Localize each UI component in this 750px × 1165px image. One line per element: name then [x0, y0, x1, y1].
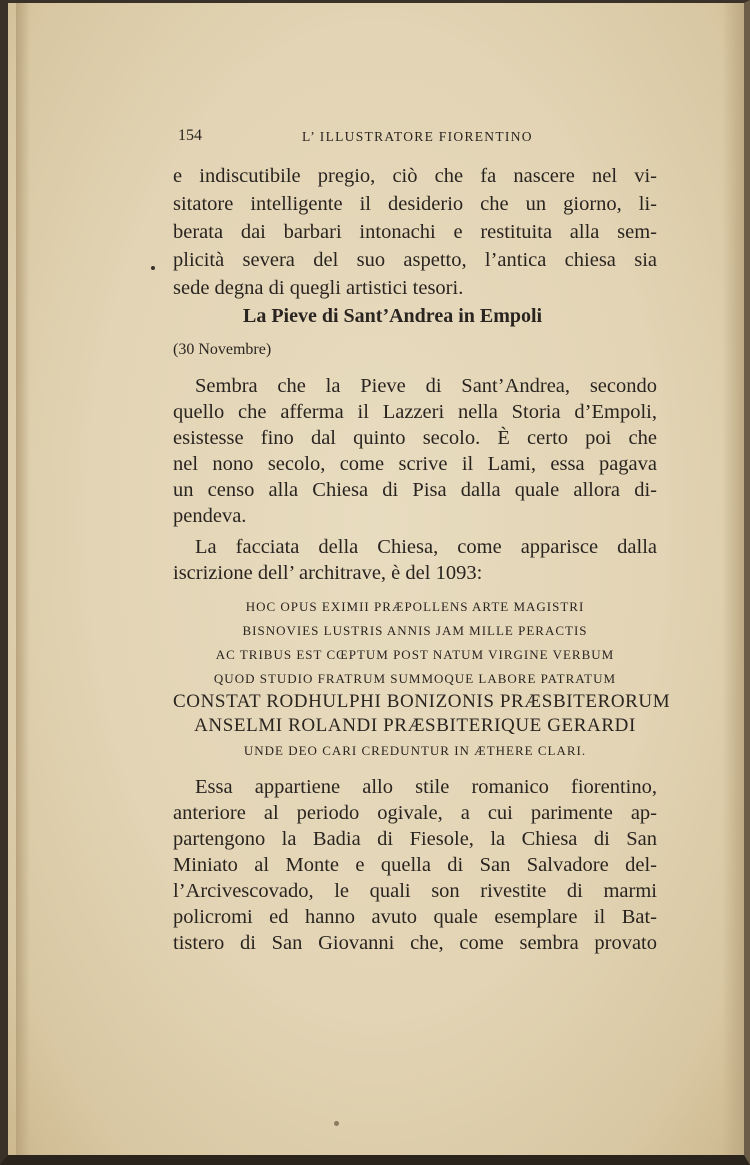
ink-speck	[334, 1121, 339, 1126]
inscription-line: CONSTAT RODHULPHI BONIZONIS PRÆSBITERORUM	[173, 691, 671, 712]
page-edge-shadow	[722, 3, 744, 1155]
text-line: Miniato al Monte e quella di San Salvadore del-	[173, 854, 657, 876]
text-line: berata dai barbari intonachi e restituita alla sem-	[173, 221, 657, 243]
text-line: anteriore al periodo ogivale, a cui parimente ap-	[173, 802, 657, 824]
text-line: esistesse fino dal quinto secolo. È certo poi che	[173, 427, 657, 449]
text-line: nel nono secolo, come scrive il Lami, essa pagava	[173, 453, 657, 475]
running-title: L’ ILLUSTRATORE FIORENTINO	[302, 129, 533, 144]
text-line: Essa appartiene allo stile romanico fiorentino,	[195, 776, 657, 798]
inscription-line: HOC OPUS EXIMII PRÆPOLLENS ARTE MAGISTRI	[245, 599, 585, 614]
text-line: Sembra che la Pieve di Sant’Andrea, secondo	[195, 375, 657, 397]
text-line: sitatore intelligente il desiderio che un giorno, li-	[173, 193, 657, 215]
section-date: (30 Novembre)	[173, 341, 272, 358]
text-line: l’Arcivescovado, le quali son rivestite di marmi	[173, 880, 657, 902]
section-title: La Pieve di Sant’Andrea in Empoli	[243, 305, 543, 327]
text-line: tistero di San Giovanni che, come sembra provato	[173, 932, 657, 954]
text-line: quello che afferma il Lazzeri nella Storia d’Empoli,	[173, 401, 657, 423]
page-number: 154	[178, 127, 202, 144]
text-line: policromi ed hanno avuto quale esemplare il Bat-	[173, 906, 657, 928]
text-line: plicità severa del suo aspetto, l’antica chiesa sia	[173, 249, 657, 271]
page-gutter-shadow	[16, 3, 30, 1155]
text-line: pendeva.	[173, 505, 247, 527]
ink-speck	[151, 266, 155, 270]
text-line: e indiscutibile pregio, ciò che fa nascere nel vi-	[173, 165, 657, 187]
text-line: sede degna di quegli artistici tesori.	[173, 277, 464, 299]
inscription-line: ANSELMI ROLANDI PRÆSBITERIQUE GERARDI	[194, 715, 636, 736]
inscription-line: QUOD STUDIO FRATRUM SUMMOQUE LABORE PATRATUM	[213, 671, 617, 686]
inscription-line: AC TRIBUS EST CŒPTUM POST NATUM VIRGINE VERBUM	[215, 647, 615, 662]
text-line: un censo alla Chiesa di Pisa dalla quale allora di-	[173, 479, 657, 501]
text-line: partengono la Badia di Fiesole, la Chiesa di San	[173, 828, 657, 850]
text-line: La facciata della Chiesa, come apparisce dalla	[195, 536, 657, 558]
text-line: iscrizione dell’ architrave, è del 1093:	[173, 562, 483, 584]
inscription-line: BISNOVIES LUSTRIS ANNIS JAM MILLE PERACTIS	[242, 623, 588, 638]
inscription-line: UNDE DEO CARI CREDUNTUR IN ÆTHERE CLARI.	[243, 743, 587, 758]
page-header	[176, 127, 660, 149]
